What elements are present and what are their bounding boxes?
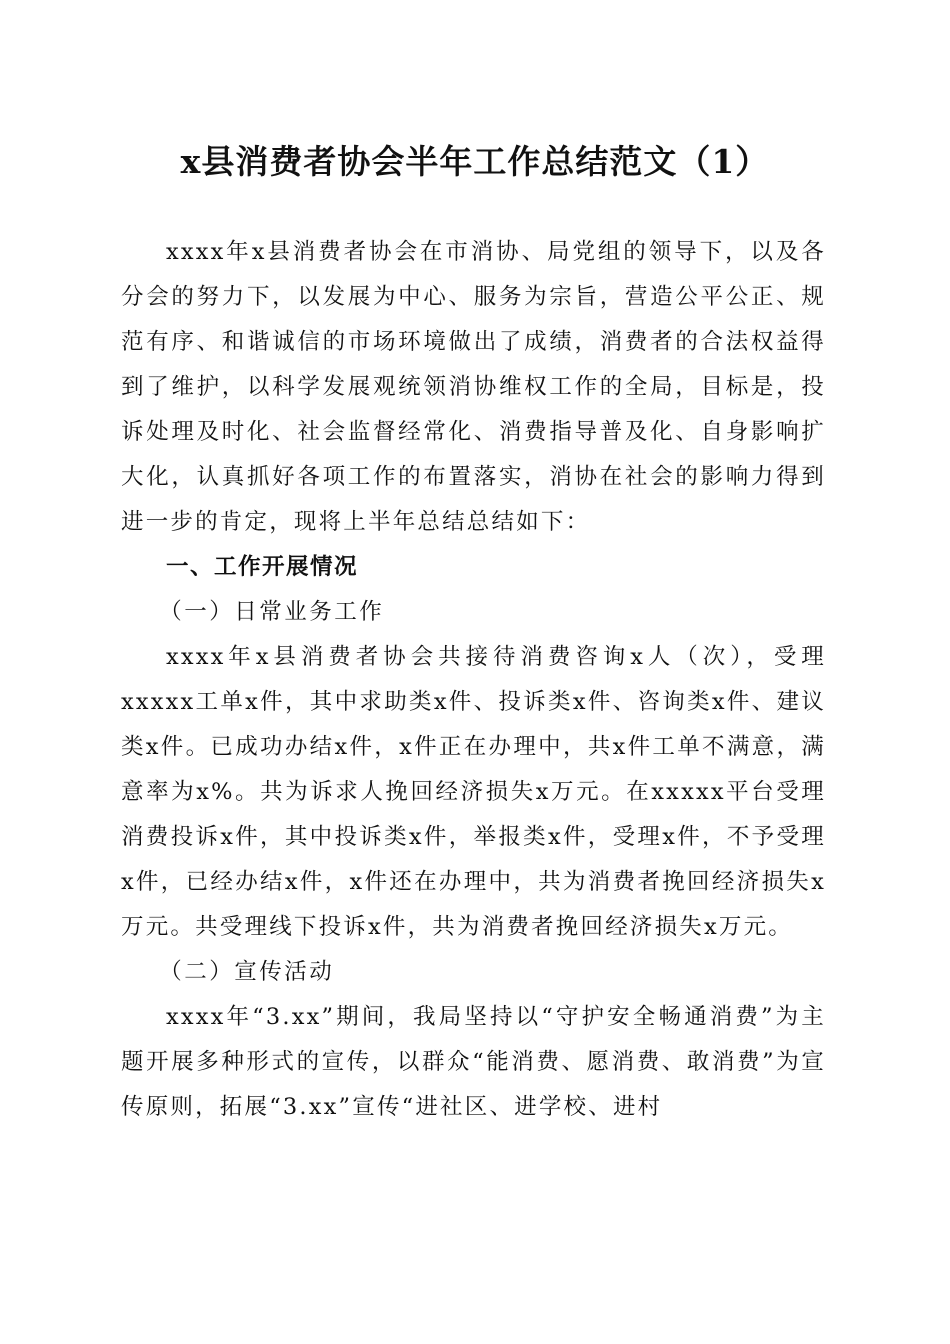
daily-work-paragraph: xxxx年x县消费者协会共接待消费咨询x人（次），受理xxxxx工单x件，其中求助类x件、投诉类x件、咨询类x件、建议类x件。已成功办结x件，x件正在办理中，共x件工单不满意，满意率为x%。共为诉求人挽回经济损失x万元。在xxxxx平台受理消费投诉x件，其中投诉类x件，举报类x件，受理x件，不予受理x件，已经办结x件，x件还在办理中，共为消费者挽回经济损失x万元。共受理线下投诉x件，共为消费者挽回经济损失x万元。 [121,644,826,940]
publicity-paragraph: xxxx年“3.xx”期间，我局坚持以“守护安全畅通消费”为主题开展多种形式的宣传，以群众“能消费、愿消费、敢消费”为宣传原则，拓展“3.xx”宣传“进社区、进学校、进村 [121,1004,826,1120]
subsection-heading-daily-work: （一）日常业务工作 [159,599,385,625]
intro-paragraph: xxxx年x县消费者协会在市消协、局党组的领导下，以及各分会的努力下，以发展为中心、服务为宗旨，营造公平公正、规范有序、和谐诚信的市场环境做出了成绩，消费者的合法权益得到了维护，以科学发展观统领消协维权工作的全局，目标是，投诉处理及时化、社会监督经常化、消费指导普及化、自身影响扩大化，认真抓好各项工作的布置落实，消协在社会的影响力得到进一步的肯定，现将上半年总结总结如下： [121,239,826,535]
section-heading: 一、工作开展情况 [166,554,359,580]
document-title: x县消费者协会半年工作总结范文（1） [180,142,770,181]
subsection-heading-publicity: （二）宣传活动 [159,959,335,985]
document-body [121,230,826,1130]
